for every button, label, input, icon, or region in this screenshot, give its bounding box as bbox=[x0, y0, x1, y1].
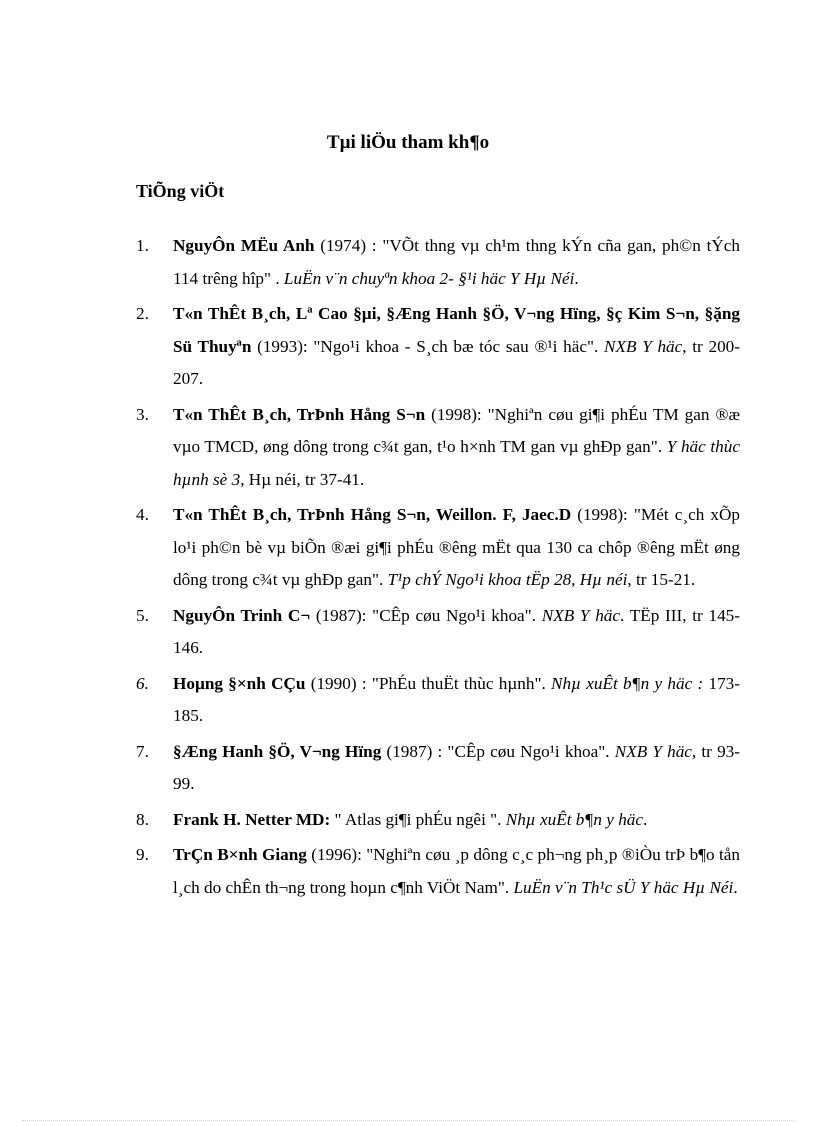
reference-authors: NguyÔn MËu Anh bbox=[173, 236, 315, 255]
reference-text: (1990) : "PhÉu thuËt thùc hµnh". bbox=[305, 673, 552, 693]
reference-number: 5. bbox=[136, 605, 149, 625]
reference-text: (1974) : "VÕt thng vµ ch¹m thng kÝn cña gan, ph©n tÝch 114 trêng hîp" . bbox=[173, 236, 740, 288]
reference-number: 7. bbox=[136, 741, 149, 761]
reference-text: (1998): "Nghiªn cøu gi¶i phÉu TM gan ®æ vµo TMCD, øng dông trong c¾t gan, t¹o h×nh TM gan vµ ghÐp gan". bbox=[173, 404, 740, 456]
reference-authors: T«n ThÊt B¸ch, Lª Cao §µi, §Æng Hanh §Ö, V¬ng Hïng, §ç Kim S¬n, §ặng Sü Thuyªn bbox=[173, 304, 740, 356]
reference-tail: . bbox=[643, 809, 648, 829]
reference-number: 9. bbox=[136, 845, 149, 864]
reference-source: NXB Y häc bbox=[604, 336, 683, 356]
reference-item bbox=[136, 839, 740, 904]
reference-tail: , Hµ néi, tr 37-41. bbox=[240, 469, 365, 489]
reference-source: LuËn v¨n chuyªn khoa 2- §¹i häc Y Hµ Néi bbox=[283, 268, 575, 288]
reference-number: 6. bbox=[136, 673, 149, 693]
reference-authors: T«n ThÊt B¸ch, TrÞnh Hång S¬n bbox=[173, 404, 426, 424]
reference-text: (1987): "CÊp cøu Ngo¹i khoa". bbox=[310, 605, 542, 625]
reference-text: " Atlas gi¶i phÉu ngêi ". bbox=[330, 809, 506, 829]
reference-tail: . TËp III, tr 145-146. bbox=[173, 605, 740, 657]
reference-authors: Frank H. Netter MD: bbox=[173, 809, 331, 829]
reference-text: (1993): "Ngo¹i khoa - S¸ch bæ tóc sau ®¹i häc". bbox=[251, 336, 605, 356]
reference-item bbox=[136, 600, 740, 665]
reference-authors: §Æng Hanh §Ö, V¬ng Hïng bbox=[173, 741, 382, 761]
reference-source: T¹p chÝ Ngo¹i khoa tËp 28, Hµ néi bbox=[387, 570, 628, 589]
reference-item bbox=[136, 736, 740, 801]
reference-source: Y häc thùc hµnh sè 3 bbox=[173, 437, 740, 489]
reference-tail: , tr 15-21. bbox=[627, 570, 696, 589]
reference-number: 4. bbox=[136, 505, 149, 524]
reference-tail: . bbox=[574, 268, 579, 288]
reference-text: (1996): "Nghiªn cøu ¸p dông c¸c ph¬ng ph¸p ®iÒu trÞ b¶o tån l¸ch do chÊn th¬ng trong hoµn c¶nh ViÖt Nam". bbox=[173, 845, 740, 897]
reference-list bbox=[136, 230, 740, 904]
reference-text: (1987) : "CÊp cøu Ngo¹i khoa". bbox=[381, 741, 615, 761]
reference-authors: TrÇn B×nh Giang bbox=[173, 845, 307, 864]
reference-item bbox=[136, 230, 740, 295]
reference-authors: Hoµng §×nh CÇu bbox=[173, 673, 306, 693]
reference-number: 2. bbox=[136, 304, 149, 323]
section-heading: TiÕng viÖt bbox=[136, 181, 225, 201]
reference-source: LuËn v¨n Th¹c sÜ Y häc Hµ Néi bbox=[513, 877, 734, 897]
reference-tail: tr 93-99. bbox=[173, 741, 740, 793]
page-title: Tµi liÖu tham kh¶o bbox=[326, 132, 490, 153]
reference-item bbox=[136, 399, 740, 497]
page-bottom-divider bbox=[22, 1120, 794, 1121]
reference-tail: . bbox=[733, 877, 738, 897]
reference-number: 1. bbox=[136, 236, 149, 255]
reference-tail: 173-185. bbox=[173, 673, 740, 725]
reference-authors: NguyÔn Trinh C¬ bbox=[173, 605, 311, 625]
reference-source: NXB Y häc, bbox=[614, 741, 697, 761]
reference-item bbox=[136, 804, 740, 837]
reference-tail: , tr 200-207. bbox=[173, 336, 740, 388]
reference-source: Nhµ xuÊt b¶n y häc : bbox=[551, 673, 709, 693]
reference-number: 8. bbox=[136, 809, 149, 829]
reference-item bbox=[136, 298, 740, 396]
reference-source: NXB Y häc bbox=[541, 605, 621, 625]
reference-source: Nhµ xuÊt b¶n y häc bbox=[505, 809, 644, 829]
reference-number: 3. bbox=[136, 404, 149, 424]
reference-authors: T«n ThÊt B¸ch, TrÞnh Hång S¬n, Weillon. F, Jaec.D bbox=[173, 505, 572, 524]
reference-text: (1998): "Mét c¸ch xÕp lo¹i ph©n bè vµ biÕn ®æi gi¶i phÉu ®êng mËt qua 130 ca chôp ®êng mËt øng dông trong c¾t vµ ghÐp gan". bbox=[173, 505, 740, 589]
reference-item bbox=[136, 499, 740, 597]
reference-item bbox=[136, 668, 740, 733]
